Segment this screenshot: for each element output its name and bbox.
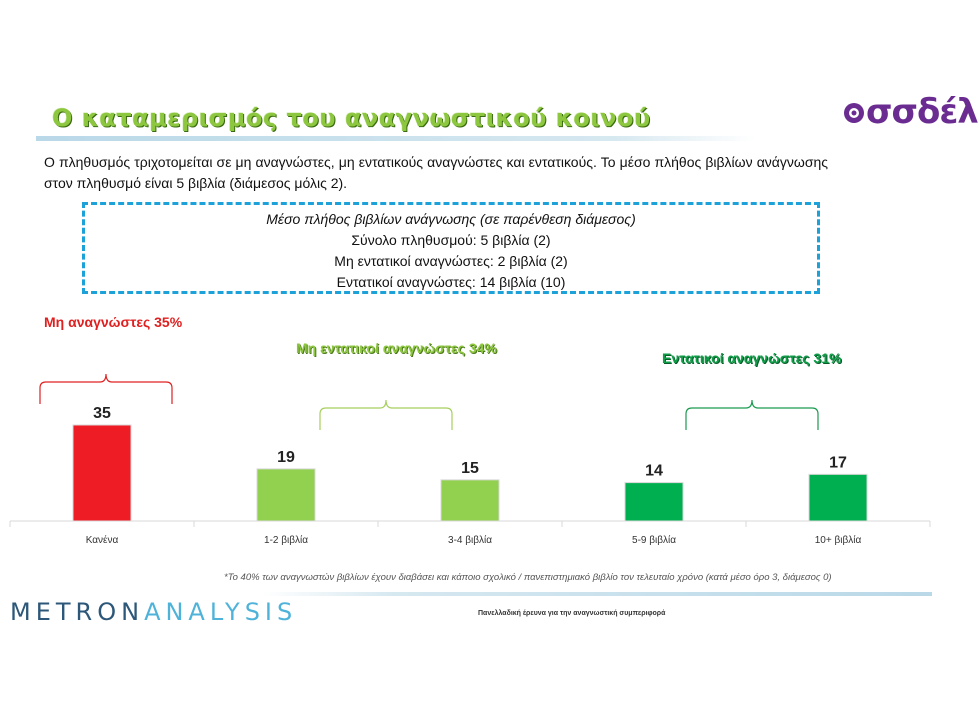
bar-1 — [73, 425, 131, 521]
brace-non-readers — [40, 374, 172, 404]
metron-analysis-logo — [10, 598, 297, 626]
x-tick-label: 1-2 βιβλία — [264, 535, 308, 546]
info-line-non-intensive: Μη εντατικοί αναγνώστες: 2 βιβλία (2) — [334, 253, 568, 269]
data-label: 17 — [829, 454, 847, 472]
bar-4 — [625, 483, 683, 521]
data-label: 35 — [93, 405, 111, 422]
bar-5 — [809, 474, 867, 521]
osdel-logo-text: σσδέλ — [866, 92, 978, 132]
info-line-intensive: Εντατικοί αναγνώστες: 14 βιβλία (10) — [336, 274, 566, 290]
osdel-logo-mark — [842, 101, 866, 125]
x-tick-label: 3-4 βιβλία — [448, 535, 492, 546]
x-tick-label: Κανένα — [85, 535, 119, 546]
group-label-intensive: Εντατικοί αναγνώστες 31% — [662, 350, 842, 366]
group-label-non-intensive: Μη εντατικοί αναγνώστες 34% — [296, 340, 497, 356]
brace-non-intensive — [320, 400, 452, 430]
osdel-logo — [842, 92, 978, 132]
bars — [73, 405, 867, 521]
bar-3 — [441, 480, 499, 521]
page-title: Ο καταμερισμός του αναγνωστικού κοινού — [52, 104, 651, 132]
brand-part2: ANALYSIS — [144, 598, 298, 626]
group-label-non-readers: Μη αναγνώστες 35% — [44, 314, 183, 330]
info-line-population: Σύνολο πληθυσμού: 5 βιβλία (2) — [351, 232, 551, 248]
bar-2 — [257, 469, 315, 521]
info-box — [82, 202, 820, 294]
x-tick-label: 5-9 βιβλία — [632, 535, 676, 546]
brace-intensive — [686, 400, 818, 430]
footer-rule — [262, 592, 932, 596]
data-label: 15 — [461, 459, 479, 477]
data-label: 14 — [645, 462, 663, 480]
x-axis — [10, 521, 930, 546]
group-braces — [40, 374, 818, 430]
bar-chart — [0, 360, 960, 560]
x-tick-label: 10+ βιβλία — [814, 535, 862, 546]
info-line-heading: Μέσο πλήθος βιβλίων ανάγνωσης (σε παρένθεση διάμεσος) — [266, 211, 636, 227]
data-label: 19 — [277, 448, 295, 466]
footnote: *Το 40% των αναγνωστών βιβλίων έχουν διαβάσει και κάποιο σχολικό / πανεπιστημιακό βιβλίο τον τελευταίο χρόνο (κατά μέσο όρο 3, διάμεσος 0) — [224, 572, 832, 583]
title-underline — [36, 136, 756, 141]
intro-text: Ο πληθυσμός τριχοτομείται σε μη αναγνώστες, μη εντατικούς αναγνώστες και εντατικούς. Το μέσο πλήθος βιβλίων ανάγνωσης στον πληθυσμό είναι 5 βιβλία (διάμεσος μόλις 2). — [44, 154, 828, 191]
brand-part1: METRON — [10, 598, 145, 626]
survey-caption: Πανελλαδική έρευνα για την αναγνωστική συμπεριφορά — [478, 610, 666, 617]
